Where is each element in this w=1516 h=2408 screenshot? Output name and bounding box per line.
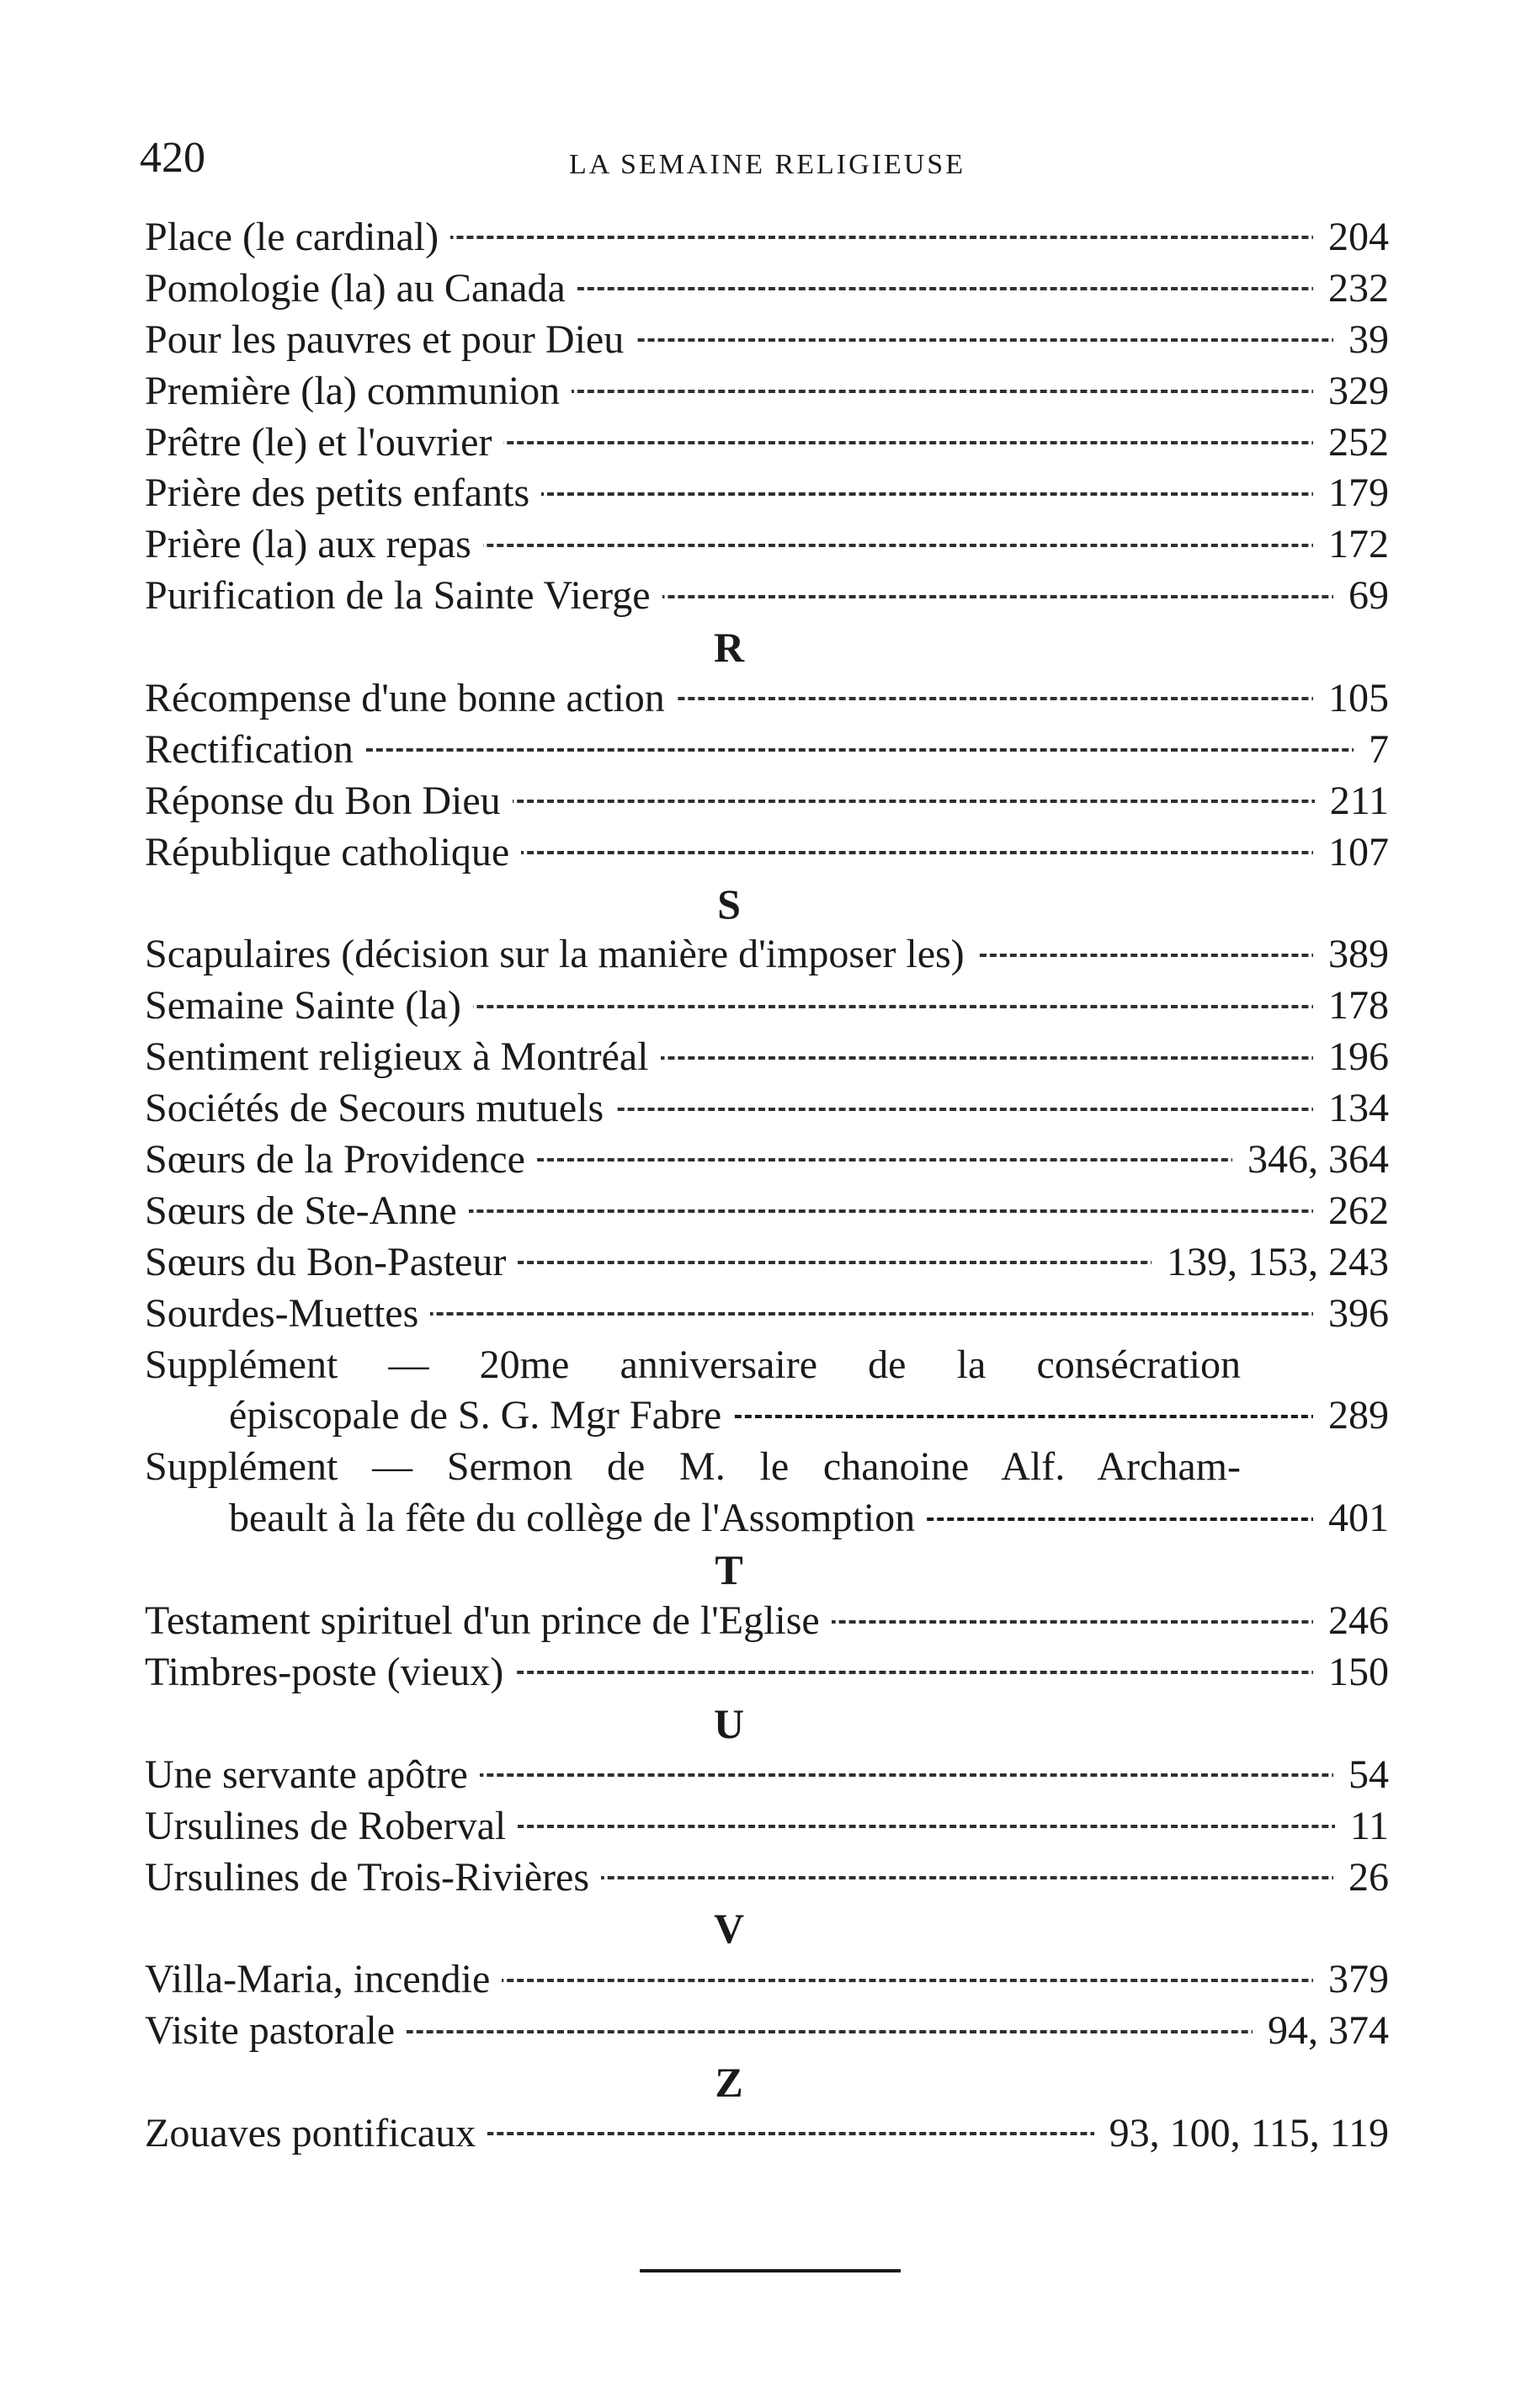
entry-title: Sœurs du Bon-Pasteur <box>145 1237 518 1289</box>
entry-pages: 262 <box>1313 1186 1389 1237</box>
entry-pages: 139, 153, 243 <box>1152 1237 1389 1289</box>
entry-title: Une servante apôtre <box>145 1750 480 1801</box>
index-entry <box>145 1237 1389 1289</box>
entry-title: Première (la) communion <box>145 366 572 417</box>
index-entry <box>145 827 1389 879</box>
entry-title-line-2: beault à la fête du collège de l'Assomption <box>229 1493 927 1544</box>
entry-title: Scapulaires (décision sur la manière d'imposer les) <box>145 929 976 981</box>
entry-pages: 396 <box>1313 1289 1389 1340</box>
index-entry <box>145 1853 1389 1904</box>
entry-title: Sœurs de Ste-Anne <box>145 1186 469 1237</box>
index-entry <box>145 1750 1389 1801</box>
index-entry <box>145 2108 1389 2160</box>
entry-pages: 346, 364 <box>1232 1135 1389 1186</box>
entry-pages: 150 <box>1313 1647 1389 1698</box>
page-number: 420 <box>140 134 205 182</box>
entry-title: Testament spirituel d'un prince de l'Eglise <box>145 1596 832 1647</box>
index-entry <box>145 725 1389 776</box>
index-entry <box>145 315 1389 366</box>
index-entry <box>145 1083 1389 1135</box>
section-letter: S <box>717 880 741 928</box>
section-letter: T <box>715 1546 743 1594</box>
entry-pages: 107 <box>1313 827 1389 879</box>
index-entry <box>145 1647 1389 1698</box>
entry-title: Sourdes-Muettes <box>145 1289 430 1340</box>
index-entry <box>145 1596 1389 1647</box>
section-letter: Z <box>715 2059 743 2107</box>
entry-pages: 105 <box>1313 673 1389 725</box>
index-entry <box>145 1340 1389 1443</box>
running-title: LA SEMAINE RELIGIEUSE <box>569 149 965 180</box>
entry-pages: 329 <box>1313 366 1389 417</box>
entry-title-line-2: épiscopale de S. G. Mgr Fabre <box>229 1390 733 1442</box>
entry-pages: 401 <box>1313 1493 1389 1544</box>
entry-title: Ursulines de Trois-Rivières <box>145 1853 601 1904</box>
entry-title: Rectification <box>145 725 365 776</box>
entry-pages: 389 <box>1313 929 1389 981</box>
entry-pages: 93, 100, 115, 119 <box>1094 2108 1389 2160</box>
entry-title: Purification de la Sainte Vierge <box>145 571 662 622</box>
entry-pages: 134 <box>1313 1083 1389 1135</box>
entry-title: République catholique <box>145 827 521 879</box>
entry-title: Pour les pauvres et pour Dieu <box>145 315 636 366</box>
entry-pages: 179 <box>1313 468 1389 519</box>
index-entry <box>145 776 1389 827</box>
entry-pages: 172 <box>1313 519 1389 571</box>
entry-title: Pomologie (la) au Canada <box>145 263 577 315</box>
index-entry <box>145 1135 1389 1186</box>
section-letter: V <box>713 1905 745 1953</box>
index-entry <box>145 1289 1389 1340</box>
entry-title: Semaine Sainte (la) <box>145 981 473 1032</box>
entry-title-line-1: Supplément — Sermon de M. le chanoine Alf. Archam- <box>145 1444 1241 1490</box>
entry-pages: 232 <box>1313 263 1389 315</box>
section-letter: U <box>713 1699 745 1747</box>
entry-pages: 11 <box>1335 1801 1389 1853</box>
entry-title: Prêtre (le) et l'ouvrier <box>145 417 503 469</box>
index-entry <box>145 366 1389 417</box>
entry-pages: 54 <box>1333 1750 1389 1801</box>
entry-title: Sociétés de Secours mutuels <box>145 1083 615 1135</box>
entry-pages: 379 <box>1313 1954 1389 2006</box>
entry-title: Villa-Maria, incendie <box>145 1954 502 2006</box>
index-entry <box>145 417 1389 469</box>
entry-title: Réponse du Bon Dieu <box>145 776 513 827</box>
entry-title: Sentiment religieux à Montréal <box>145 1032 661 1083</box>
entry-title: Prière des petits enfants <box>145 468 541 519</box>
index-entry <box>145 519 1389 571</box>
entry-title-line-1: Supplément — 20me anniversaire de la consécration <box>145 1342 1241 1387</box>
end-rule <box>640 2269 901 2272</box>
section-letter: R <box>713 624 745 672</box>
entry-pages: 289 <box>1313 1390 1389 1442</box>
entry-pages: 69 <box>1333 571 1389 622</box>
entry-pages: 39 <box>1333 315 1389 366</box>
index-entry <box>145 1954 1389 2006</box>
index-entry <box>145 1186 1389 1237</box>
index-entry <box>145 263 1389 315</box>
index-entry <box>145 929 1389 981</box>
entry-pages: 26 <box>1333 1853 1389 1904</box>
entry-title: Ursulines de Roberval <box>145 1801 518 1853</box>
index-entry <box>145 1032 1389 1083</box>
entry-pages: 211 <box>1315 776 1389 827</box>
index-entry <box>145 571 1389 622</box>
entry-pages: 204 <box>1313 212 1389 263</box>
index-entry <box>145 2006 1389 2057</box>
entry-title: Zouaves pontificaux <box>145 2108 487 2160</box>
entry-pages: 252 <box>1313 417 1389 469</box>
entry-title: Récompense d'une bonne action <box>145 673 677 725</box>
index-entry <box>145 212 1389 263</box>
index-entry <box>145 981 1389 1032</box>
entry-title: Timbres-poste (vieux) <box>145 1647 515 1698</box>
index-entry <box>145 673 1389 725</box>
index-entry <box>145 1442 1389 1544</box>
index-entry <box>145 1801 1389 1853</box>
entry-title: Place (le cardinal) <box>145 212 450 263</box>
entry-title: Sœurs de la Providence <box>145 1135 537 1186</box>
entry-pages: 196 <box>1313 1032 1389 1083</box>
entry-pages: 7 <box>1354 725 1389 776</box>
entry-pages: 246 <box>1313 1596 1389 1647</box>
entry-pages: 178 <box>1313 981 1389 1032</box>
entry-pages: 94, 374 <box>1253 2006 1389 2057</box>
entry-title: Visite pastorale <box>145 2006 407 2057</box>
alphabetical-index <box>145 212 1389 2160</box>
entry-title: Prière (la) aux repas <box>145 519 483 571</box>
index-entry <box>145 468 1389 519</box>
page-header <box>140 125 1386 192</box>
